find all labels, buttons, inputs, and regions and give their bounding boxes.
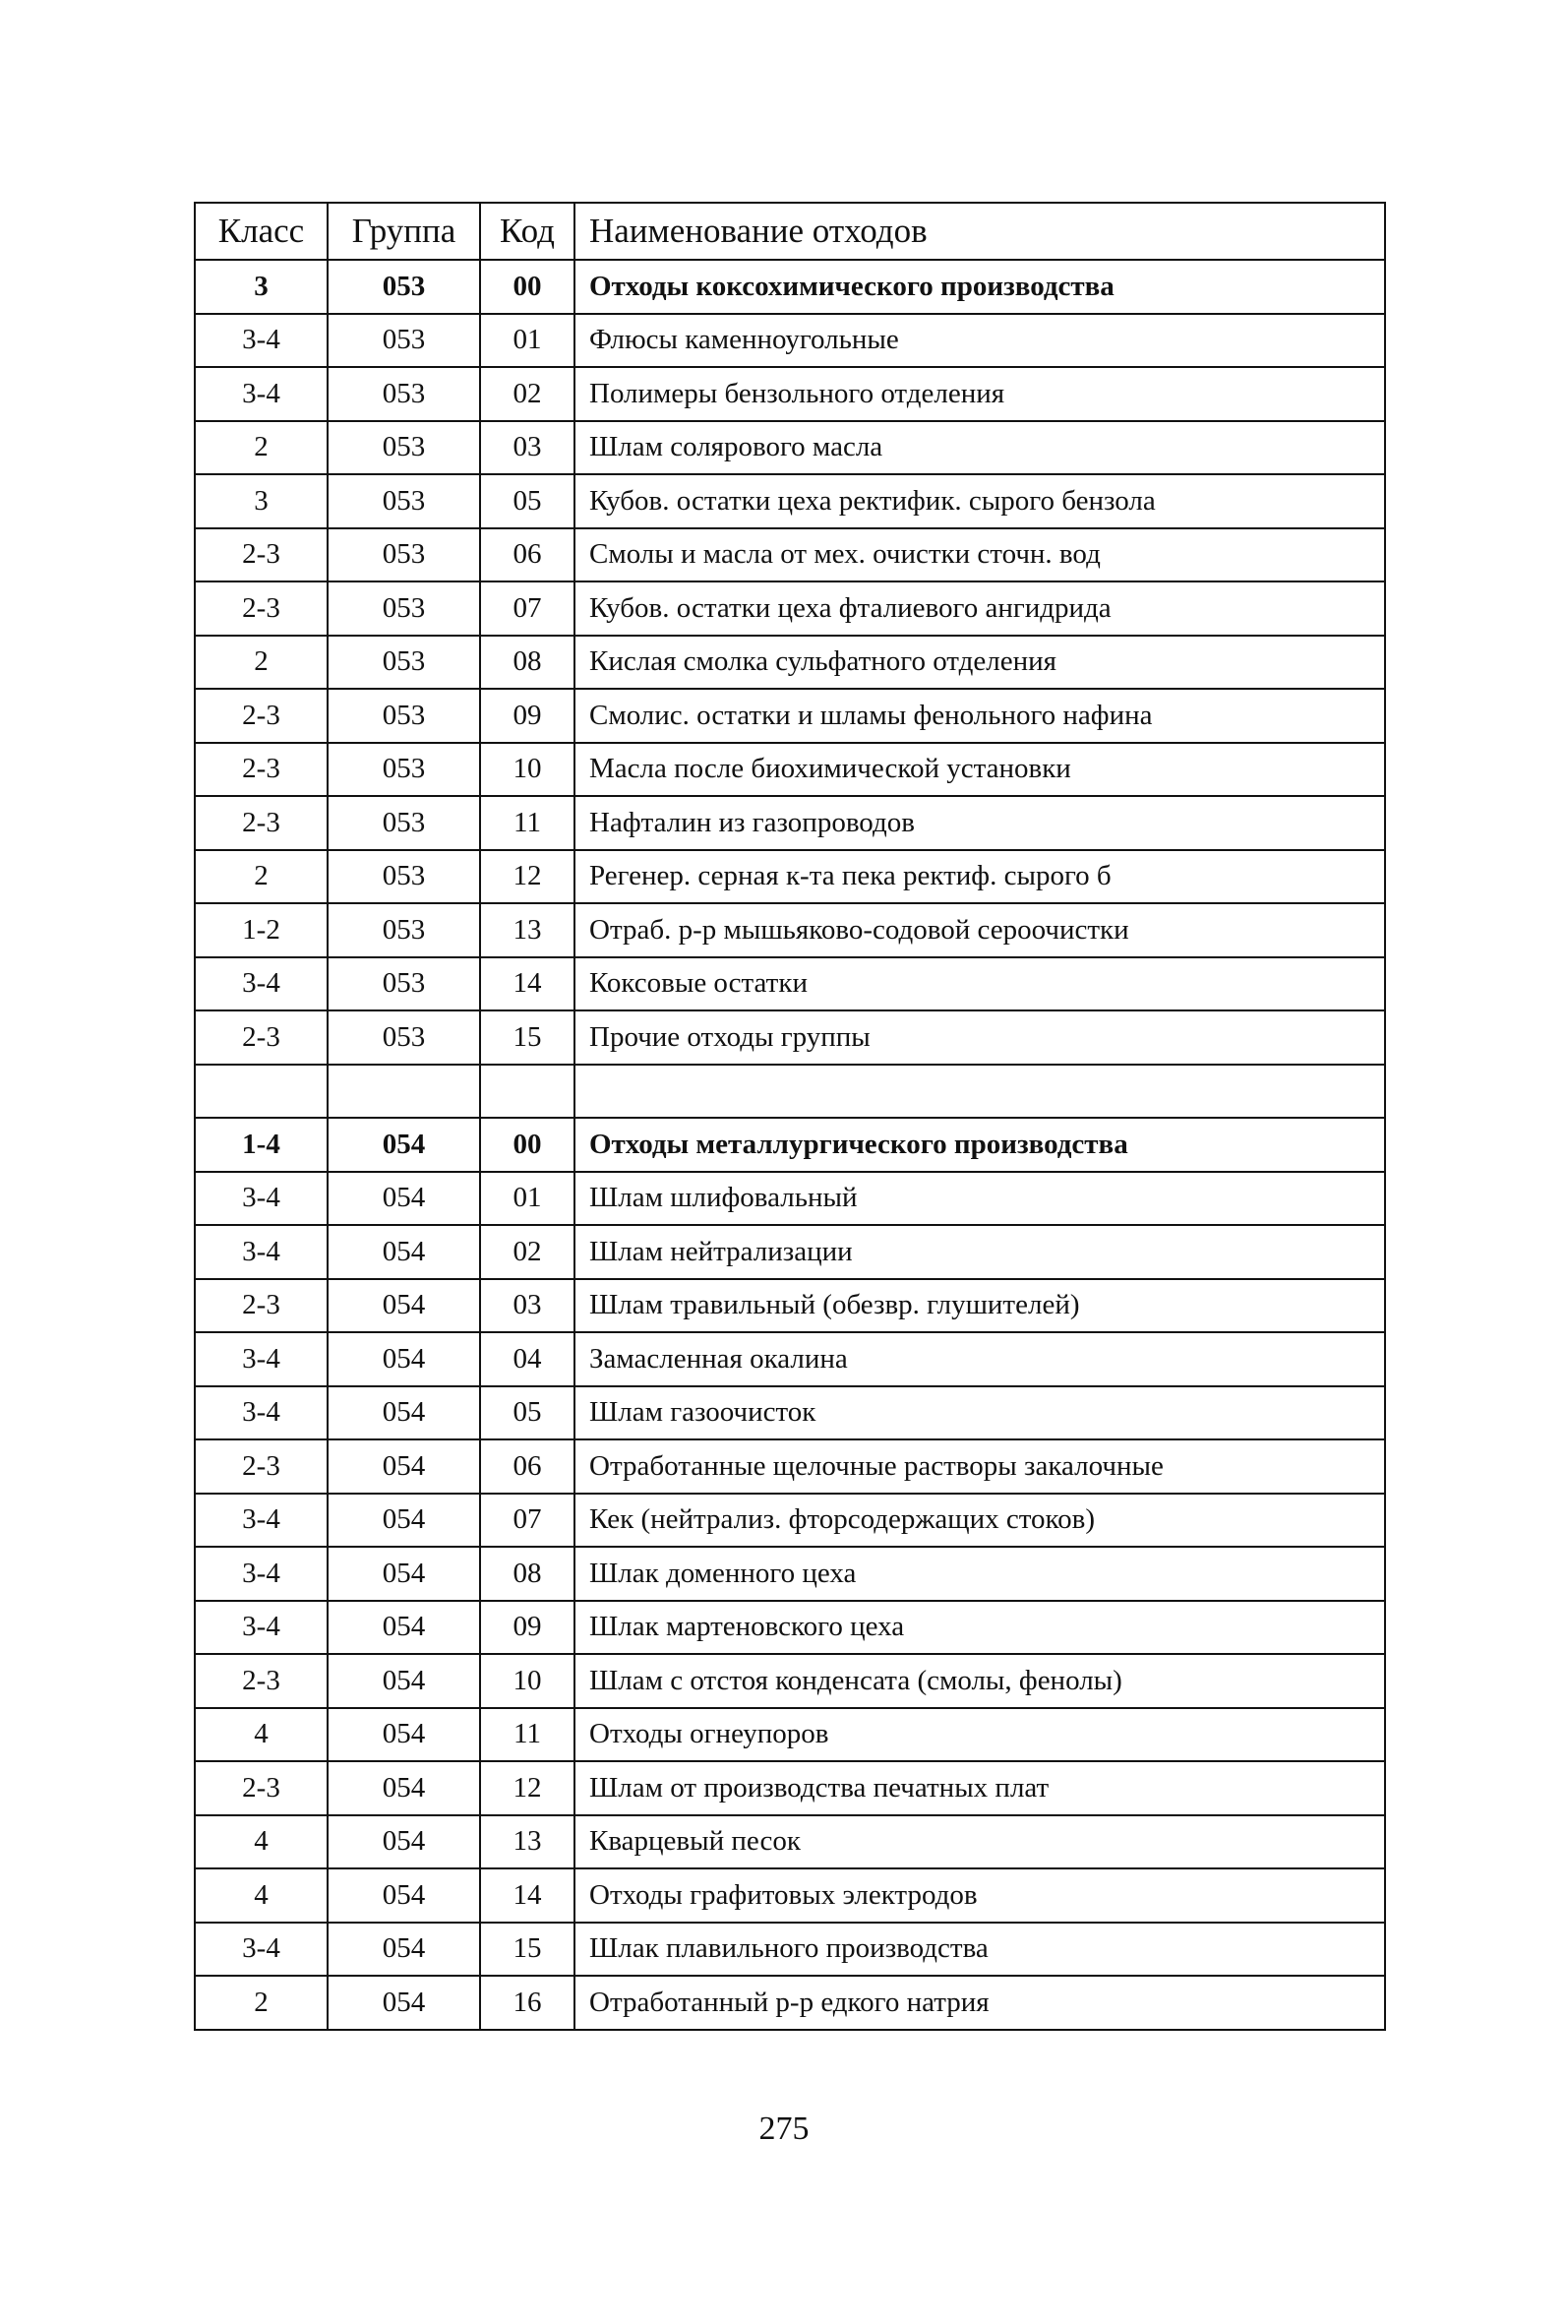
cell-group: 054 xyxy=(328,1761,480,1815)
cell-group: 054 xyxy=(328,1547,480,1601)
cell-class: 1-2 xyxy=(195,903,328,957)
cell-group: 054 xyxy=(328,1225,480,1279)
cell-code: 00 xyxy=(480,260,574,314)
cell-group: 053 xyxy=(328,1010,480,1065)
cell-group: 053 xyxy=(328,796,480,850)
page-number: 275 xyxy=(758,2110,810,2147)
cell-group: 054 xyxy=(328,1601,480,1655)
cell-name: Нафталин из газопроводов xyxy=(574,796,1385,850)
table-row xyxy=(195,1601,1385,1655)
cell-group: 054 xyxy=(328,1386,480,1440)
table-row xyxy=(195,1172,1385,1226)
cell-code: 09 xyxy=(480,689,574,743)
cell-name: Полимеры бензольного отделения xyxy=(574,367,1385,421)
cell-class: 2-3 xyxy=(195,1761,328,1815)
cell-name: Флюсы каменноугольные xyxy=(574,314,1385,368)
table-row xyxy=(195,1065,1385,1119)
cell-code: 01 xyxy=(480,314,574,368)
table-row xyxy=(195,1708,1385,1762)
table-row xyxy=(195,314,1385,368)
table-row xyxy=(195,903,1385,957)
cell-group: 054 xyxy=(328,1494,480,1548)
cell-code: 12 xyxy=(480,1761,574,1815)
cell-name: Кубов. остатки цеха ректифик. сырого бензола xyxy=(574,474,1385,528)
cell-name: Отходы коксохимического производства xyxy=(574,260,1385,314)
cell-code: 03 xyxy=(480,421,574,475)
cell-code: 13 xyxy=(480,903,574,957)
cell-name: Масла после биохимической установки xyxy=(574,743,1385,797)
table-row xyxy=(195,474,1385,528)
table-row xyxy=(195,528,1385,582)
cell-class: 2 xyxy=(195,421,328,475)
cell-class: 2 xyxy=(195,1976,328,2030)
cell-name: Шлам от производства печатных плат xyxy=(574,1761,1385,1815)
cell-class: 2-3 xyxy=(195,528,328,582)
cell-class: 3 xyxy=(195,260,328,314)
table-row xyxy=(195,1386,1385,1440)
cell-class xyxy=(195,1065,328,1119)
cell-class: 2 xyxy=(195,850,328,904)
cell-code xyxy=(480,1065,574,1119)
cell-class: 3-4 xyxy=(195,1386,328,1440)
table-row xyxy=(195,1010,1385,1065)
cell-class: 1-4 xyxy=(195,1118,328,1172)
cell-class: 3-4 xyxy=(195,1172,328,1226)
cell-code: 09 xyxy=(480,1601,574,1655)
cell-code: 11 xyxy=(480,796,574,850)
cell-class: 2-3 xyxy=(195,743,328,797)
cell-group: 054 xyxy=(328,1439,480,1494)
cell-group: 053 xyxy=(328,314,480,368)
table-row xyxy=(195,1332,1385,1386)
cell-code: 14 xyxy=(480,957,574,1011)
table-row xyxy=(195,367,1385,421)
cell-class: 2-3 xyxy=(195,581,328,636)
cell-group: 054 xyxy=(328,1654,480,1708)
cell-group: 053 xyxy=(328,528,480,582)
table-row xyxy=(195,421,1385,475)
cell-code: 15 xyxy=(480,1923,574,1977)
cell-group: 054 xyxy=(328,1332,480,1386)
cell-class: 2-3 xyxy=(195,1010,328,1065)
cell-class: 3-4 xyxy=(195,1225,328,1279)
cell-class: 3-4 xyxy=(195,1601,328,1655)
cell-name: Шлам с отстоя конденсата (смолы, фенолы) xyxy=(574,1654,1385,1708)
cell-name: Отходы графитовых электродов xyxy=(574,1868,1385,1923)
table-row xyxy=(195,1976,1385,2030)
cell-group: 054 xyxy=(328,1868,480,1923)
cell-code: 03 xyxy=(480,1279,574,1333)
cell-group: 053 xyxy=(328,474,480,528)
cell-name: Шлам солярового масла xyxy=(574,421,1385,475)
cell-class: 2-3 xyxy=(195,689,328,743)
cell-name: Отходы металлургического производства xyxy=(574,1118,1385,1172)
table-row xyxy=(195,1547,1385,1601)
table-row xyxy=(195,743,1385,797)
cell-code: 06 xyxy=(480,1439,574,1494)
cell-group: 053 xyxy=(328,903,480,957)
table-row xyxy=(195,1761,1385,1815)
cell-class: 3 xyxy=(195,474,328,528)
cell-group: 054 xyxy=(328,1172,480,1226)
cell-name: Кислая смолка сульфатного отделения xyxy=(574,636,1385,690)
cell-class: 3-4 xyxy=(195,367,328,421)
cell-name xyxy=(574,1065,1385,1119)
cell-name: Кварцевый песок xyxy=(574,1815,1385,1869)
cell-class: 3-4 xyxy=(195,957,328,1011)
cell-group: 053 xyxy=(328,581,480,636)
cell-group: 054 xyxy=(328,1815,480,1869)
cell-code: 00 xyxy=(480,1118,574,1172)
cell-group: 053 xyxy=(328,689,480,743)
cell-group: 053 xyxy=(328,850,480,904)
table-row xyxy=(195,957,1385,1011)
cell-class: 2-3 xyxy=(195,796,328,850)
cell-class: 3-4 xyxy=(195,1494,328,1548)
cell-name: Шлам нейтрализации xyxy=(574,1225,1385,1279)
cell-group: 054 xyxy=(328,1708,480,1762)
header-name: Наименование отходов xyxy=(574,203,1385,260)
cell-group: 053 xyxy=(328,421,480,475)
cell-name: Отходы огнеупоров xyxy=(574,1708,1385,1762)
cell-group: 054 xyxy=(328,1279,480,1333)
cell-class: 2-3 xyxy=(195,1654,328,1708)
table-row xyxy=(195,850,1385,904)
cell-name: Смолы и масла от мех. очистки сточн. вод xyxy=(574,528,1385,582)
cell-name: Регенер. серная к-та пека ректиф. сырого б xyxy=(574,850,1385,904)
cell-class: 2 xyxy=(195,636,328,690)
cell-class: 4 xyxy=(195,1868,328,1923)
table-row xyxy=(195,260,1385,314)
cell-name: Шлам шлифовальный xyxy=(574,1172,1385,1226)
cell-code: 10 xyxy=(480,1654,574,1708)
cell-class: 2-3 xyxy=(195,1279,328,1333)
table-row xyxy=(195,1279,1385,1333)
table-row xyxy=(195,689,1385,743)
cell-class: 2-3 xyxy=(195,1439,328,1494)
header-group: Группа xyxy=(328,203,480,260)
table-row xyxy=(195,1923,1385,1977)
cell-group xyxy=(328,1065,480,1119)
table-row xyxy=(195,1815,1385,1869)
cell-group: 053 xyxy=(328,957,480,1011)
table-row xyxy=(195,1654,1385,1708)
cell-code: 04 xyxy=(480,1332,574,1386)
cell-code: 11 xyxy=(480,1708,574,1762)
cell-class: 4 xyxy=(195,1708,328,1762)
cell-name: Отработанные щелочные растворы закалочные xyxy=(574,1439,1385,1494)
table-row xyxy=(195,1494,1385,1548)
header-row xyxy=(195,203,1385,260)
cell-name: Шлак доменного цеха xyxy=(574,1547,1385,1601)
cell-group: 053 xyxy=(328,260,480,314)
cell-group: 054 xyxy=(328,1976,480,2030)
cell-group: 053 xyxy=(328,367,480,421)
cell-group: 054 xyxy=(328,1923,480,1977)
table-row xyxy=(195,1439,1385,1494)
cell-code: 08 xyxy=(480,636,574,690)
table-row xyxy=(195,1868,1385,1923)
cell-code: 01 xyxy=(480,1172,574,1226)
cell-name: Шлак мартеновского цеха xyxy=(574,1601,1385,1655)
header-code: Код xyxy=(480,203,574,260)
cell-code: 14 xyxy=(480,1868,574,1923)
cell-name: Замасленная окалина xyxy=(574,1332,1385,1386)
cell-code: 02 xyxy=(480,367,574,421)
cell-code: 16 xyxy=(480,1976,574,2030)
cell-code: 07 xyxy=(480,581,574,636)
cell-code: 08 xyxy=(480,1547,574,1601)
table-row xyxy=(195,796,1385,850)
cell-code: 13 xyxy=(480,1815,574,1869)
cell-group: 053 xyxy=(328,743,480,797)
cell-code: 06 xyxy=(480,528,574,582)
cell-name: Смолис. остатки и шламы фенольного нафина xyxy=(574,689,1385,743)
cell-class: 3-4 xyxy=(195,1923,328,1977)
cell-code: 15 xyxy=(480,1010,574,1065)
cell-name: Шлам травильный (обезвр. глушителей) xyxy=(574,1279,1385,1333)
cell-name: Отраб. р-р мышьяково-содовой сероочистки xyxy=(574,903,1385,957)
table-row xyxy=(195,581,1385,636)
cell-name: Отработанный р-р едкого натрия xyxy=(574,1976,1385,2030)
cell-code: 07 xyxy=(480,1494,574,1548)
cell-code: 12 xyxy=(480,850,574,904)
cell-class: 4 xyxy=(195,1815,328,1869)
cell-code: 10 xyxy=(480,743,574,797)
cell-name: Шлам газоочисток xyxy=(574,1386,1385,1440)
cell-name: Кек (нейтрализ. фторсодержащих стоков) xyxy=(574,1494,1385,1548)
cell-code: 02 xyxy=(480,1225,574,1279)
table-row xyxy=(195,636,1385,690)
cell-code: 05 xyxy=(480,1386,574,1440)
cell-group: 054 xyxy=(328,1118,480,1172)
table-row xyxy=(195,1118,1385,1172)
waste-table xyxy=(194,202,1386,2031)
cell-group: 053 xyxy=(328,636,480,690)
header-class: Класс xyxy=(195,203,328,260)
cell-name: Прочие отходы группы xyxy=(574,1010,1385,1065)
cell-name: Шлак плавильного производства xyxy=(574,1923,1385,1977)
cell-name: Коксовые остатки xyxy=(574,957,1385,1011)
cell-class: 3-4 xyxy=(195,314,328,368)
cell-class: 3-4 xyxy=(195,1547,328,1601)
cell-code: 05 xyxy=(480,474,574,528)
table-row xyxy=(195,1225,1385,1279)
cell-name: Кубов. остатки цеха фталиевого ангидрида xyxy=(574,581,1385,636)
cell-class: 3-4 xyxy=(195,1332,328,1386)
